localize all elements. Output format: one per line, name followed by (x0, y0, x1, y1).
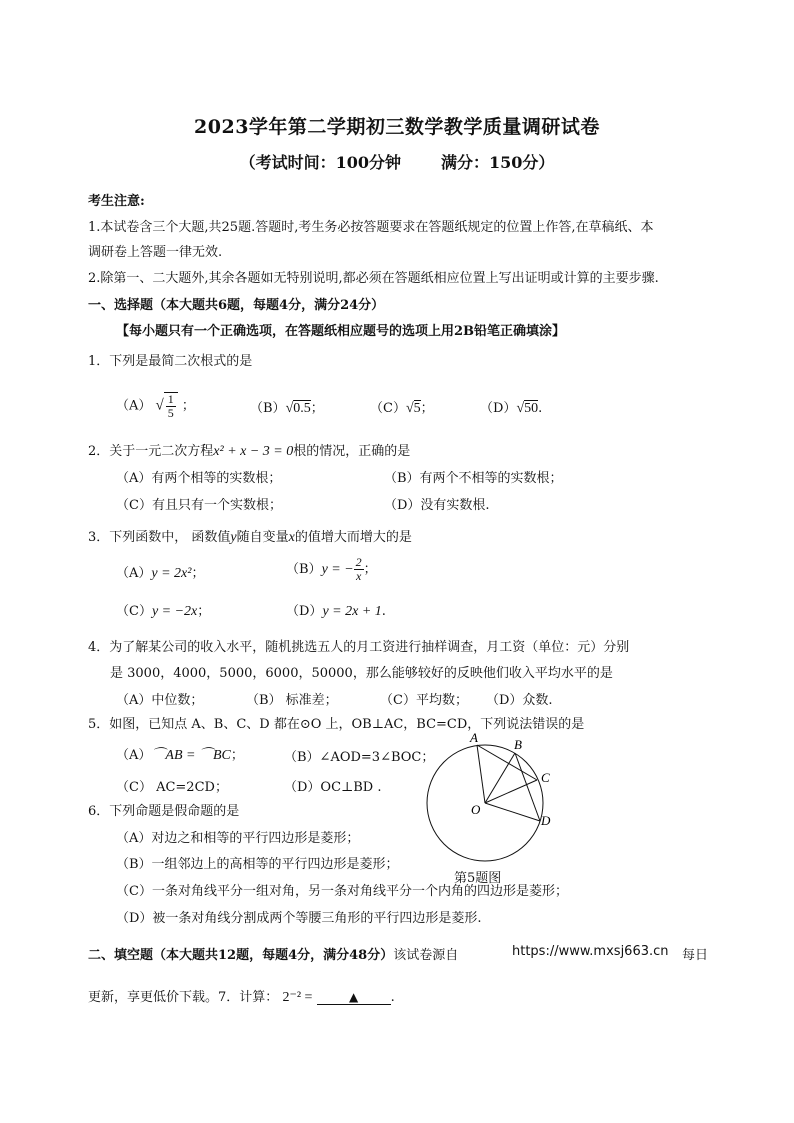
q3-c-equation: y = −2x (151, 604, 198, 619)
q3-b-end: ； (363, 562, 377, 577)
q6-option-b: （B）一组邻边上的高相等的平行四边形是菱形； (116, 857, 399, 872)
q5-option-b: （B）∠AOD=3∠BOC； (284, 750, 435, 765)
daily-text: 每日 (682, 948, 709, 963)
point-label-c: C (541, 770, 550, 785)
q2-option-a: （A）有两个相等的实数根； (116, 471, 282, 486)
source-url-link[interactable]: https://www.mxsj663.cn (512, 944, 669, 959)
q6-option-d: （D）被一条对角线分割成两个等腰三角形的平行四边形是菱形. (116, 911, 482, 926)
q3-a-label: （A） (116, 566, 152, 581)
exam-subtitle (0, 150, 794, 173)
q3-a-end: ； (191, 566, 205, 581)
point-label-o: O (471, 802, 481, 817)
q7-line (88, 986, 395, 1006)
q4-option-a: （A）中位数； (116, 693, 204, 708)
section-1-heading: 一、选择题（本大题共6题，每题4分，满分24分） (88, 298, 385, 313)
q3-stem-c: 的值增大而增大的是 (294, 530, 412, 545)
section-2-heading: 二、填空题（本大题共12题，每题4分，满分48分） (88, 948, 394, 963)
sqrt-symbol: √ (405, 401, 414, 416)
figure-caption: 第5题图 (454, 871, 502, 886)
q1-c-label: （C） (370, 401, 406, 416)
sqrt-symbol: √ (516, 401, 525, 416)
segment-oa (477, 745, 485, 803)
q5-a-label: （A） (116, 748, 152, 763)
source-note: 该试卷源自 (393, 948, 459, 963)
q1-c-end: ； (420, 401, 434, 416)
q4-option-d: （D）众数. (486, 693, 553, 708)
q6-stem: 6．下列命题是假命题的是 (88, 804, 240, 819)
q2-stem (88, 440, 410, 460)
q3-c-label: （C） (116, 604, 152, 619)
q3-option-d (286, 600, 386, 620)
exam-score: 满分：150分） (441, 153, 555, 172)
sqrt-symbol: √ $\frac{1}{5}$ (156, 392, 178, 420)
q5-a-end: ； (230, 748, 244, 763)
q1-a-label: （A） (116, 398, 152, 414)
q3-option-c (116, 600, 210, 620)
q1-option-c (370, 397, 434, 417)
q1-c-radicand: 5 (413, 401, 421, 416)
q1-b-label: （B） (250, 401, 286, 416)
q3-option-b (286, 556, 377, 583)
q4-stem: 4．为了解某公司的收入水平，随机挑选五人的月工资进行抽样调查，月工资（单位：元）分别 (88, 640, 630, 655)
q3-b-denominator: x (356, 569, 362, 583)
q3-b-label: （B） (286, 562, 322, 577)
q1-b-radicand: 0.5 (293, 401, 311, 416)
update-note: 更新，享更低价下载。 (88, 990, 219, 1005)
section-2-heading-line (88, 944, 458, 963)
q1-a-denominator: 5 (167, 406, 174, 420)
q7-end: . (390, 990, 395, 1005)
point-label-d: D (541, 813, 551, 828)
sqrt-symbol: √ (285, 401, 294, 416)
q1-option-a (116, 392, 195, 420)
q3-d-label: （D） (286, 604, 323, 619)
q2-stem-b: 根的情况，正确的是 (293, 444, 411, 459)
notice-item-2: 2.除第一、二大题外,其余各题如无特别说明,都必须在答题纸相应位置上写出证明或计算的主要步骤. (88, 271, 659, 286)
q7-stem: 7．计算： (218, 990, 279, 1005)
q3-d-equation: y = 2x + 1 (322, 604, 382, 619)
q3-a-equation: y = 2x² (151, 566, 192, 581)
page-title: 2023学年第二学期初三数学教学质量调研试卷 (194, 116, 600, 138)
segment-ob (485, 753, 515, 803)
q1-d-end: . (538, 401, 543, 416)
q6-option-c: （C）一条对角线平分一组对角，另一条对角线平分一个内角的四边形是菱形； (116, 884, 568, 899)
q6-option-a: （A）对边之和相等的平行四边形是菱形； (116, 831, 360, 846)
q5-stem: 5．如图，已知点 A、B、C、D 都在⊙O 上，OB⊥AC，BC=CD，下列说法错误的是 (88, 717, 585, 732)
q4-stem-cont: 是 3000，4000，5000，6000，50000，那么能够较好的反映他们收入平均水平的是 (110, 666, 613, 681)
q5-a-arc-equation: ⌒AB = ⌒BC (151, 748, 231, 763)
q2-option-c: （C）有且只有一个实数根； (116, 498, 282, 513)
notice-heading: 考生注意: (88, 194, 145, 209)
q3-var-x: x (288, 530, 295, 545)
q1-b-end: ； (310, 401, 324, 416)
q1-d-label: （D） (480, 401, 517, 416)
notice-item-1-cont: 调研卷上答题一律无效. (88, 245, 223, 260)
notice-item-1: 1.本试卷含三个大题,共25题.答题时,考生务必按答题要求在答题纸规定的位置上作答,在草稿纸、本 (88, 220, 654, 235)
q4-option-c: （C）平均数； (380, 693, 468, 708)
section-1-instruction: 【每小题只有一个正确选项，在答题纸相应题号的选项上用2B铅笔正确填涂】 (116, 324, 566, 339)
q3-c-end: ； (197, 604, 211, 619)
q7-answer-blank: ▲ (317, 990, 391, 1005)
q1-a-end: ； (181, 398, 195, 414)
q1-a-numerator: 1 (167, 392, 174, 406)
q3-option-a (116, 562, 204, 582)
q4-option-b: （B） 标准差； (246, 693, 338, 708)
exam-time: （考试时间：100分钟 (239, 153, 401, 172)
circle-figure (420, 725, 570, 890)
q3-stem-b: 随自变量 (236, 530, 289, 545)
q7-expression: 2⁻² = (282, 990, 313, 1005)
q5-option-a (116, 744, 244, 764)
q1-option-d (480, 397, 542, 417)
point-label-a: A (470, 730, 478, 745)
q5-option-d: （D）OC⊥BD . (284, 780, 382, 795)
q5-option-c: （C） AC=2CD； (116, 780, 228, 795)
point-label-b: B (514, 737, 522, 752)
q3-stem (88, 526, 412, 546)
q3-b-numerator: 2 (355, 555, 362, 569)
q2-stem-a: 2．关于一元二次方程 (88, 444, 214, 459)
segment-ac (477, 745, 537, 780)
q3-b-prefix: y = − (321, 562, 354, 577)
q1-option-b (250, 397, 324, 417)
q2-option-d: （D）没有实数根. (384, 498, 490, 513)
q3-stem-a: 3．下列函数中， 函数值 (88, 530, 231, 545)
q1-stem: 1．下列是最简二次根式的是 (88, 354, 253, 369)
q2-equation: x² + x − 3 = 0 (213, 444, 294, 459)
q2-option-b: （B）有两个不相等的实数根； (384, 471, 563, 486)
q3-d-end: . (381, 604, 386, 619)
segment-od (485, 803, 540, 821)
q1-d-radicand: 50 (524, 401, 539, 416)
q3-var-y: y (230, 530, 237, 545)
